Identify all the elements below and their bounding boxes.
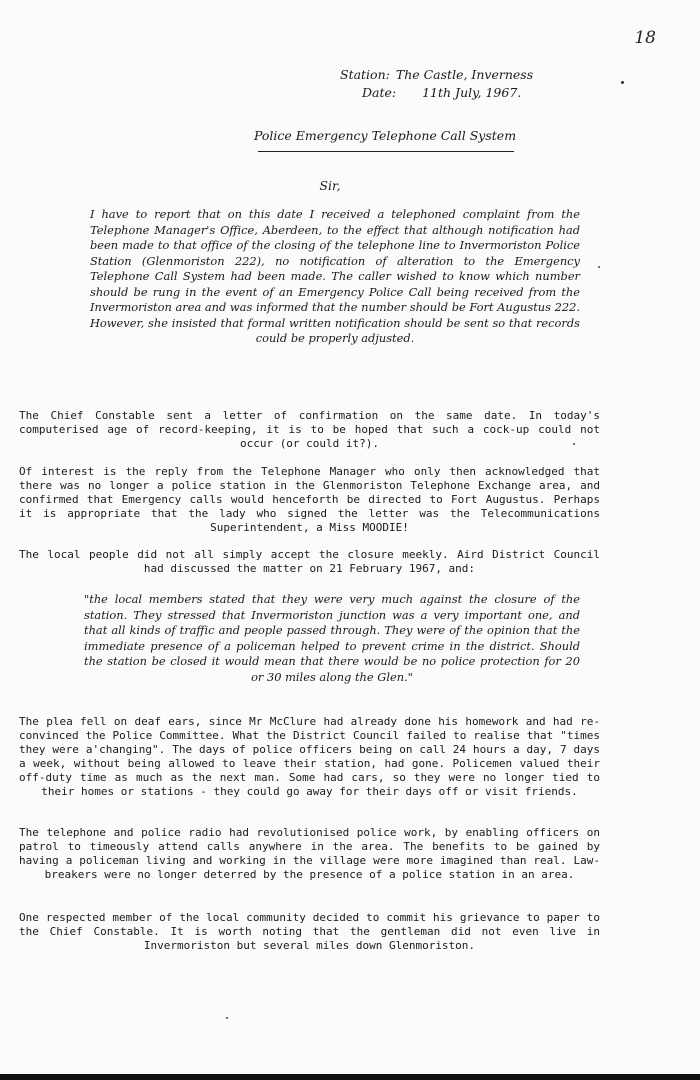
paragraph-local-people: The local people did not all simply accept the closure meekly. Aird District Council had discussed the matter on 21 February 1967, and: (19, 548, 600, 575)
council-quote: "the local members stated that they were very much against the closure of the station. They stressed that Invermoriston junction was a very important one, and that all kinds of traffic and people passed through. They were of the opinion that the immediate presence of a policeman helped to prevent crime in the district. Should the station be closed it would mean that there would be no police protection for 20 or 30 miles along the Glen." (84, 592, 580, 684)
paragraph-confirmation: The Chief Constable sent a letter of confirmation on the same date. In today's computerised age of record-keeping, it is to be hoped that such a cock-up could not occur (or could it?). (19, 409, 600, 450)
page-number: 18 (634, 28, 656, 48)
paragraph-plea: The plea fell on deaf ears, since Mr McClure had already done his homework and had re-convinced the Police Committee. What the District Council failed to realise that "times they were a'changing". The days of police officers being on call 24 hours a day, 7 days a week, without being allowed to leave their station, had gone. Policemen valued their off-duty time as much as the next man. Some had cars, so they were no longer tied to their homes or stations - they could go away for their days off or visit friends. (19, 715, 600, 798)
scan-speck (598, 266, 600, 268)
paragraph-telephone-manager: Of interest is the reply from the Telephone Manager who only then acknowledged that there was no longer a police station in the Glenmoriston Telephone Exchange area, and confirmed that Emergency calls would henceforth be directed to Fort Augustus. Perhaps it is appropriate that the lady who signed the letter was the Telecommunications Superintendent, a Miss MOODIE! (19, 465, 600, 534)
paragraph-grievance: One respected member of the local community decided to commit his grievance to paper to the Chief Constable. It is worth noting that the gentleman did not even live in Invermoriston but several miles down Glenmoriston. (19, 911, 600, 952)
paragraph-police-radio: The telephone and police radio had revolutionised police work, by enabling officers on patrol to timeously attend calls anywhere in the area. The benefits to be gained by having a policeman living and working in the village were more imagined than real. Law-breakers were no longer deterred by the presence of a police station in an area. (19, 826, 600, 881)
scan-speck (573, 443, 575, 445)
subject-underline (258, 151, 514, 152)
report-paragraph: I have to report that on this date I received a telephoned complaint from the Telephone Manager's Office, Aberdeen, to the effect that although notification had been made to that office of the closing of the telephone line to Invermoriston Police Station (Glenmoriston 222), no notification of alteration to the Emergency Telephone Call System had been made. The caller wished to know which number should be rung in the event of an Emergency Police Call being received from the Invermoriston area and was informed that the number should be Fort Augustus 222. However, she insisted that formal written notification should be sent so that records could be properly adjusted. (90, 207, 580, 345)
date-label: Date: (362, 85, 397, 100)
station-label: Station: (340, 67, 390, 82)
scan-edge (0, 1074, 700, 1080)
date-row (340, 84, 533, 102)
station-value: The Castle, Inverness (395, 67, 534, 82)
date-value: 11th July, 1967. (422, 85, 522, 100)
scan-speck (621, 81, 624, 84)
subject-heading: Police Emergency Telephone Call System (253, 128, 517, 143)
scan-speck (226, 1017, 228, 1019)
station-row (340, 66, 533, 84)
letter-header (340, 66, 533, 102)
salutation: Sir, (319, 178, 341, 193)
